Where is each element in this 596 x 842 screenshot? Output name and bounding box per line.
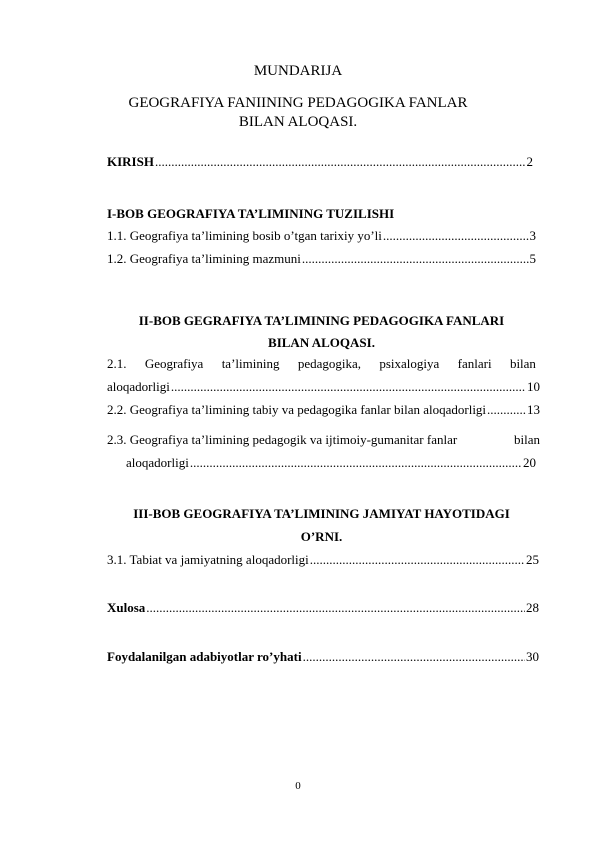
toc-heading: MUNDARIJA bbox=[253, 63, 343, 79]
toc-entry-label: aloqadorligi bbox=[126, 455, 189, 470]
toc-entry-1-1[interactable] bbox=[107, 228, 536, 244]
toc-entry-label: 1.1. Geografiya ta’limining bosib o’tgan tarixiy yo’li bbox=[107, 228, 382, 243]
dot-leader bbox=[310, 552, 525, 568]
toc-entry-page: 28 bbox=[526, 600, 539, 615]
chapter-2-title-line1: II-BOB GEGRAFIYA TA’LIMINING PEDAGOGIKA FANLARI bbox=[138, 313, 505, 328]
page-number: 0 bbox=[295, 780, 301, 792]
toc-entry-label: aloqadorligi bbox=[107, 379, 170, 394]
toc-entry-2-1-line1[interactable] bbox=[107, 356, 536, 372]
dot-leader bbox=[383, 228, 529, 244]
toc-entry-page: 2 bbox=[526, 154, 533, 169]
toc-entry-label: 2.2. Geografiya ta’limining tabiy va pedagogika fanlar bilan aloqadorligi bbox=[107, 402, 487, 417]
toc-entry-2-2[interactable] bbox=[107, 402, 540, 418]
toc-entry-label: Foydalanilgan adabiyotlar ro’yhati bbox=[107, 649, 302, 664]
word: fanlari bbox=[457, 356, 492, 371]
chapter-3-title-line1: III-BOB GEOGRAFIYA TA’LIMINING JAMIYAT HAYOTIDAGI bbox=[133, 506, 510, 521]
document-title-line2: BILAN ALOQASI. bbox=[238, 114, 358, 130]
dot-leader bbox=[171, 379, 526, 395]
toc-entry-label: 3.1. Tabiat va jamiyatning aloqadorligi bbox=[107, 552, 309, 567]
toc-entry-2-3-line2[interactable] bbox=[126, 455, 536, 471]
chapter-3-title-line2: O’RNI. bbox=[300, 529, 343, 544]
toc-entry-page: 13 bbox=[527, 402, 540, 417]
word: 2.1. bbox=[107, 356, 127, 371]
toc-entry-page: 3 bbox=[529, 228, 536, 243]
word: ta’limining bbox=[221, 356, 280, 371]
toc-entry-page: 30 bbox=[526, 649, 539, 664]
toc-entry-label-end: bilan bbox=[514, 432, 540, 447]
toc-entry-xulosa[interactable] bbox=[107, 600, 539, 616]
dot-leader bbox=[146, 600, 525, 616]
chapter-1-title: I-BOB GEOGRAFIYA TA’LIMINING TUZILISHI bbox=[107, 206, 395, 221]
toc-entry-label: 2.3. Geografiya ta’limining pedagogik va ijtimoiy-gumanitar fanlar bbox=[107, 432, 458, 447]
toc-entry-page: 25 bbox=[526, 552, 539, 567]
toc-entry-1-2[interactable] bbox=[107, 251, 536, 267]
toc-entry-page: 10 bbox=[527, 379, 540, 394]
toc-entry-page: 5 bbox=[529, 251, 536, 266]
word: psixalogiya bbox=[379, 356, 440, 371]
word: pedagogika, bbox=[297, 356, 361, 371]
document-title-line1: GEOGRAFIYA FANIINING PEDAGOGIKA FANLAR bbox=[128, 95, 468, 111]
word: bilan bbox=[509, 356, 536, 371]
toc-entry-kirish[interactable] bbox=[107, 154, 533, 170]
toc-entry-2-3-line1[interactable] bbox=[107, 432, 540, 448]
toc-entry-references[interactable] bbox=[107, 649, 539, 665]
dot-leader bbox=[155, 154, 526, 170]
toc-entry-3-1[interactable] bbox=[107, 552, 539, 568]
dot-leader bbox=[190, 455, 522, 471]
toc-entry-label: Xulosa bbox=[107, 600, 146, 615]
toc-entry-label: 1.2. Geografiya ta’limining mazmuni bbox=[107, 251, 301, 266]
dot-leader bbox=[303, 649, 525, 665]
word: Geografiya bbox=[144, 356, 204, 371]
toc-entry-page: 20 bbox=[523, 455, 536, 470]
toc-entry-2-1-line2[interactable] bbox=[107, 379, 540, 395]
dot-leader bbox=[302, 251, 529, 267]
chapter-2-title-line2: BILAN ALOQASI. bbox=[268, 335, 375, 350]
dot-leader bbox=[487, 402, 526, 418]
toc-entry-label: KIRISH bbox=[107, 154, 154, 169]
